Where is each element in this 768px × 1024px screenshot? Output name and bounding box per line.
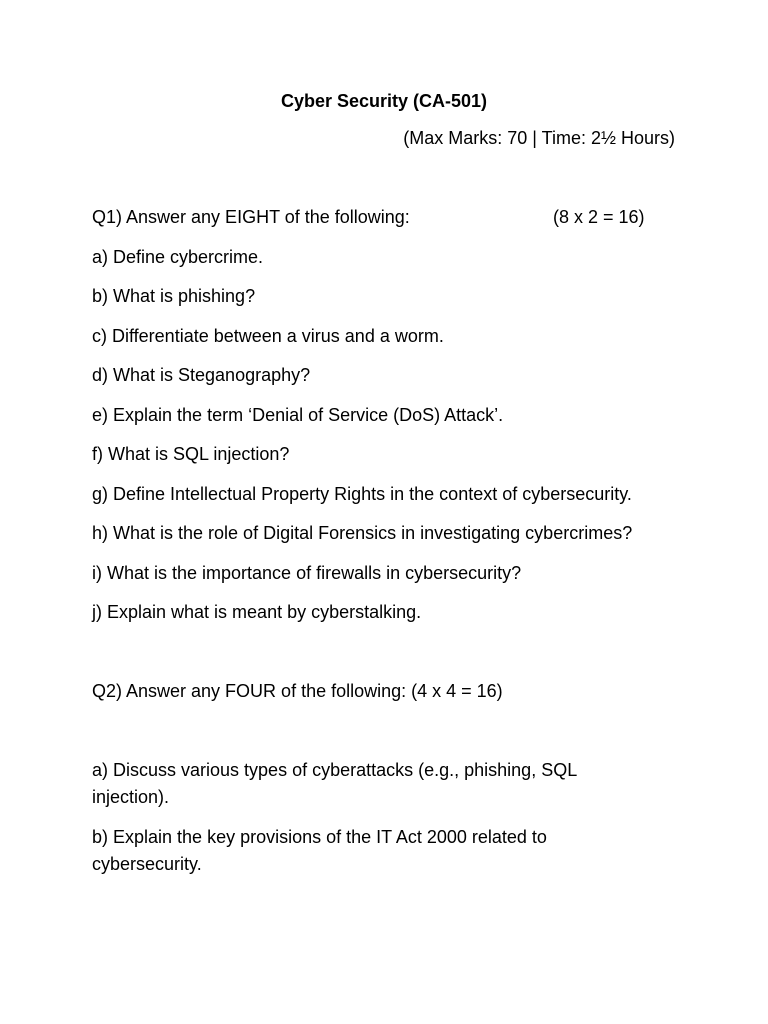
q1-item-j: j) Explain what is meant by cyberstalking.	[92, 602, 422, 622]
q1-item-f: f) What is SQL injection?	[92, 444, 290, 464]
q1-item-b: b) What is phishing?	[92, 286, 256, 306]
q1-item-g: g) Define Intellectual Property Rights in the context of cybersecurity.	[92, 484, 632, 504]
q1-item-e: e) Explain the term ‘Denial of Service (DoS) Attack’.	[92, 405, 504, 425]
q2-heading: Q2) Answer any FOUR of the following: (4 x 4 = 16)	[92, 681, 503, 701]
paper-title: Cyber Security (CA-501)	[280, 91, 488, 111]
q2-item-a: a) Discuss various types of cyberattacks (e.g., phishing, SQL injection).	[92, 760, 577, 807]
q2-item-b: b) Explain the key provisions of the IT Act 2000 related to cybersecurity.	[92, 827, 547, 874]
max-marks-time: (Max Marks: 70 | Time: 2½ Hours)	[403, 128, 675, 148]
q1-heading: Q1) Answer any EIGHT of the following:	[92, 207, 410, 227]
q1-item-h: h) What is the role of Digital Forensics in investigating cybercrimes?	[92, 523, 633, 543]
q1-item-i: i) What is the importance of firewalls in cybersecurity?	[92, 563, 522, 583]
q1-item-c: c) Differentiate between a virus and a worm.	[92, 326, 444, 346]
q1-item-a: a) Define cybercrime.	[92, 247, 264, 267]
q1-marks: (8 x 2 = 16)	[553, 207, 645, 227]
q1-item-d: d) What is Steganography?	[92, 365, 311, 385]
